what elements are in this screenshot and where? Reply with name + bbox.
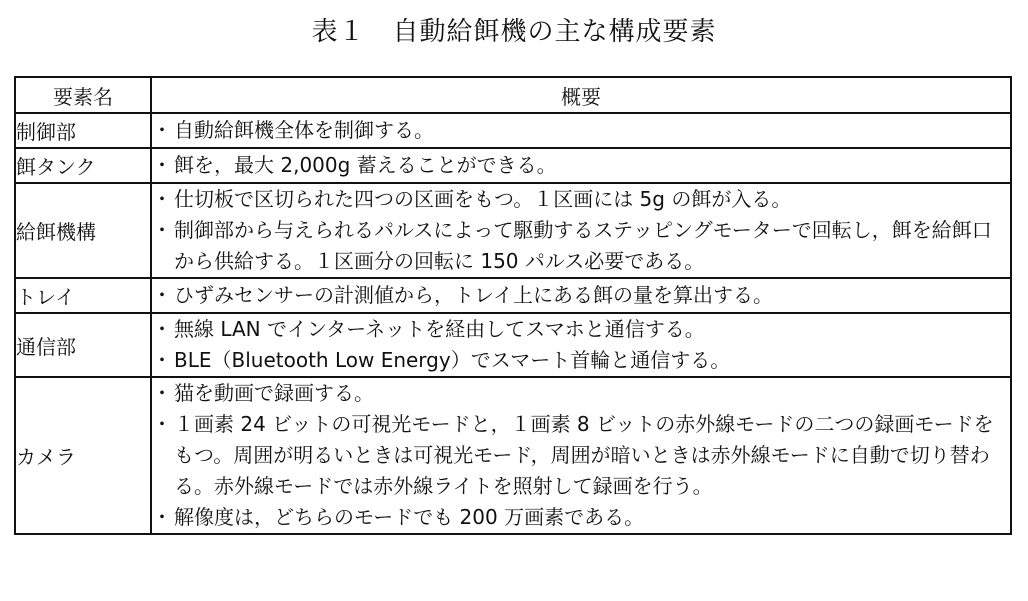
row-name: トレイ	[15, 278, 151, 313]
header-element-name: 要素名	[15, 77, 151, 113]
table-row	[15, 313, 1011, 377]
table-row	[15, 183, 1011, 278]
table-row	[15, 113, 1011, 148]
row-overview	[151, 183, 1011, 278]
header-overview: 概要	[151, 77, 1011, 113]
list-item: ・ 制御部から与えられるパルスによって駆動するステッピングモーターで回転し，餌を給餌口から供給する。１区画分の回転に 150 パルス必要である。	[152, 215, 1010, 277]
list-item: ・ 無線 LAN でインターネットを経由してスマホと通信する。	[152, 314, 1010, 345]
components-table	[14, 76, 1012, 535]
row-overview	[151, 148, 1011, 183]
row-name: 給餌機構	[15, 183, 151, 278]
row-overview	[151, 313, 1011, 377]
row-name: 通信部	[15, 313, 151, 377]
list-item: ・ 自動給餌機全体を制御する。	[152, 115, 1010, 146]
row-overview	[151, 278, 1011, 313]
table-header-row	[15, 77, 1011, 113]
list-item: ・ 猫を動画で録画する。	[152, 378, 1010, 409]
row-overview	[151, 113, 1011, 148]
list-item: ・ BLE（Bluetooth Low Energy）でスマート首輪と通信する。	[152, 345, 1010, 376]
row-overview	[151, 377, 1011, 534]
list-item: ・ 解像度は，どちらのモードでも 200 万画素である。	[152, 502, 1010, 533]
table-row	[15, 148, 1011, 183]
list-item: ・ １画素 24 ビットの可視光モードと，１画素 8 ビットの赤外線モードの二つの録画モードをもつ。周囲が明るいときは可視光モード，周囲が暗いときは赤外線モードに自動で切り替わる。赤外線モードでは赤外線ライトを照射して録画を行う。	[152, 409, 1010, 502]
row-name: 餌タンク	[15, 148, 151, 183]
table-row	[15, 377, 1011, 534]
list-item: ・ ひずみセンサーの計測値から，トレイ上にある餌の量を算出する。	[152, 280, 1010, 311]
list-item: ・ 仕切板で区切られた四つの区画をもつ。１区画には 5g の餌が入る。	[152, 184, 1010, 215]
row-name: カメラ	[15, 377, 151, 534]
table-caption: 表１ 自動給餌機の主な構成要素	[311, 17, 717, 47]
list-item: ・ 餌を，最大 2,000g 蓄えることができる。	[152, 150, 1010, 181]
row-name: 制御部	[15, 113, 151, 148]
table-row	[15, 278, 1011, 313]
